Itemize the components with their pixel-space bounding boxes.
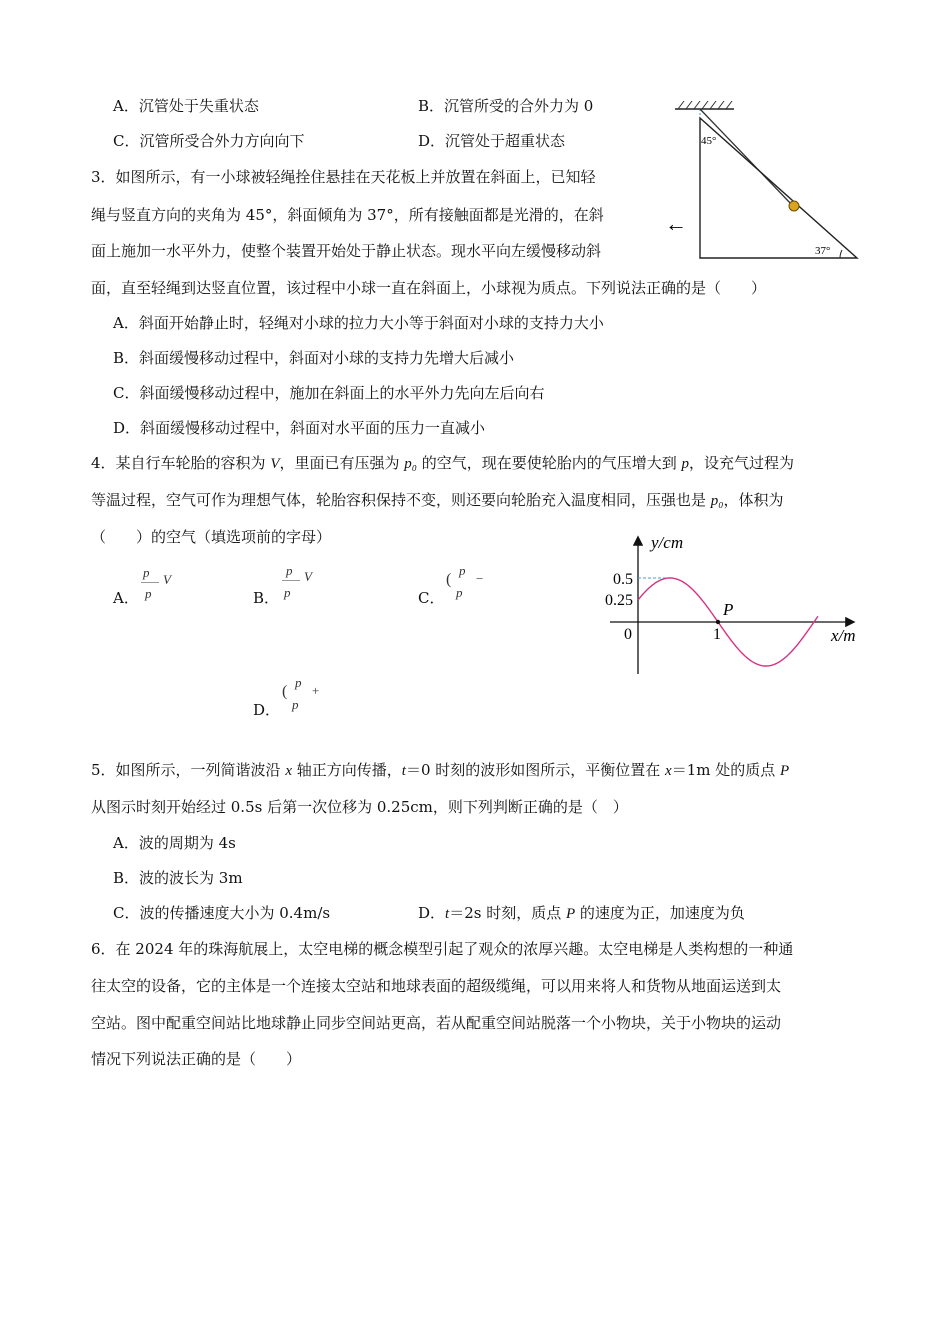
q5-option-b: B．波的波长为 3m — [113, 869, 243, 887]
q6-line-2: 往太空的设备，它的主体是一个连接太空站和地球表面的超级缆绳，可以用来将人和货物从地面运送到太 — [91, 977, 782, 995]
q4-c-paren: ( — [446, 571, 452, 588]
q3-option-c: C．斜面缓慢移动过程中，施加在斜面上的水平外力先向左后向右 — [113, 384, 545, 402]
q3-line-3: 面上施加一水平外力，使整个装置开始处于静止状态。现水平向左缓慢移动斜 — [91, 242, 602, 260]
y-tick-0-5: 0.5 — [613, 571, 633, 588]
x-tick-0: 0 — [624, 626, 632, 643]
q2-option-a: A．沉管处于失重状态 — [113, 97, 259, 115]
q4-option-c: C． — [418, 589, 445, 607]
y-tick-0-25: 0.25 — [605, 592, 633, 609]
q6-line-3: 空站。图中配重空间站比地球静止同步空间站更高，若从配重空间站脱落一个小物块，关于小物块的运动 — [91, 1014, 782, 1032]
y-axis-label: y/cm — [651, 533, 684, 552]
q6-line-1: 6．在 2024 年的珠海航展上，太空电梯的概念模型引起了观众的浓厚兴趣。太空电梯是人类构想的一种通 — [91, 940, 794, 958]
q4-a-tail: V — [163, 572, 171, 587]
point-p-marker — [716, 620, 720, 624]
q4-c-num: p — [459, 563, 466, 578]
q3-option-d: D．斜面缓慢移动过程中，斜面对水平面的压力一直减小 — [113, 419, 486, 437]
q4-d-den: p — [292, 697, 299, 712]
q3-line-1: 3．如图所示，有一小球被轻绳拴住悬挂在天花板上并放置在斜面上，已知轻 — [91, 168, 596, 186]
q4-b-num: p — [286, 563, 293, 578]
q3-line-2: 绳与竖直方向的夹角为 45°，斜面倾角为 37°，所有接触面都是光滑的，在斜 — [91, 206, 604, 224]
rope — [700, 109, 793, 206]
q5-option-c: C．波的传播速度大小为 0.4m/s — [113, 904, 331, 922]
q4-d-paren: ( — [282, 683, 288, 700]
q2-option-c: C．沉管所受合外力方向向下 — [113, 132, 305, 150]
q5-option-d: D．t＝2s 时刻，质点 P 的速度为正，加速度为负 — [418, 904, 745, 922]
q4-option-d: D． — [253, 701, 281, 719]
q3-option-b: B．斜面缓慢移动过程中，斜面对小球的支持力先增大后减小 — [113, 349, 515, 367]
q4-b-tail: V — [304, 569, 312, 584]
q4-line-1: 4．某自行车轮胎的容积为 V，里面已有压强为 p₀ 的空气，现在要使轮胎内的气压增大到 p，设充气过程为 — [91, 454, 795, 472]
x-axis-label: x/m — [831, 626, 856, 645]
q4-option-a: A． — [113, 589, 139, 607]
x-tick-1: 1 — [713, 626, 721, 643]
q4-d-num: p — [295, 675, 302, 690]
q6-line-4: 情况下列说法正确的是（ ） — [91, 1050, 302, 1068]
incline — [700, 118, 857, 258]
point-p-label: P — [723, 600, 734, 619]
incline-angle-label: 37° — [815, 245, 831, 257]
q4-c-den: p — [456, 585, 463, 600]
q4-a-num: p — [143, 565, 150, 580]
q4-line-2: 等温过程，空气可作为理想气体，轮胎容积保持不变，则还要向轮胎充入温度相同，压强也是 p₀，体积为 — [91, 491, 784, 509]
q5-line-1: 5．如图所示，一列简谐波沿 x 轴正方向传播，t＝0 时刻的波形如图所示，平衡位置在 x＝1m 处的质点 P — [91, 761, 790, 779]
ball — [789, 201, 799, 211]
q4-d-tail: + — [312, 683, 320, 698]
q4-line-3: （ ）的空气（填选项前的字母） — [91, 528, 332, 546]
q5-option-a: A．波的周期为 4s — [113, 834, 236, 852]
q3-line-4: 面，直至轻绳到达竖直位置，该过程中小球一直在斜面上，小球视为质点。下列说法正确的是（ ） — [91, 279, 767, 297]
q3-option-a: A．斜面开始静止时，轻绳对小球的拉力大小等于斜面对小球的支持力大小 — [113, 314, 604, 332]
q4-b-den: p — [284, 585, 291, 600]
incline-figure — [662, 98, 862, 263]
rope-angle-label: 45° — [701, 135, 717, 147]
wave-chart — [595, 530, 875, 680]
q2-option-d: D．沉管处于超重状态 — [418, 132, 566, 150]
q4-a-den: p — [145, 586, 152, 601]
q4-option-b: B． — [253, 589, 280, 607]
left-arrow: ← — [665, 211, 687, 236]
q2-option-b: B．沉管所受的合外力为 0 — [418, 97, 594, 115]
q4-c-tail: − — [476, 571, 484, 586]
q5-line-2: 从图示时刻开始经过 0.5s 后第一次位移为 0.25cm，则下列判断正确的是（ ） — [91, 798, 628, 816]
